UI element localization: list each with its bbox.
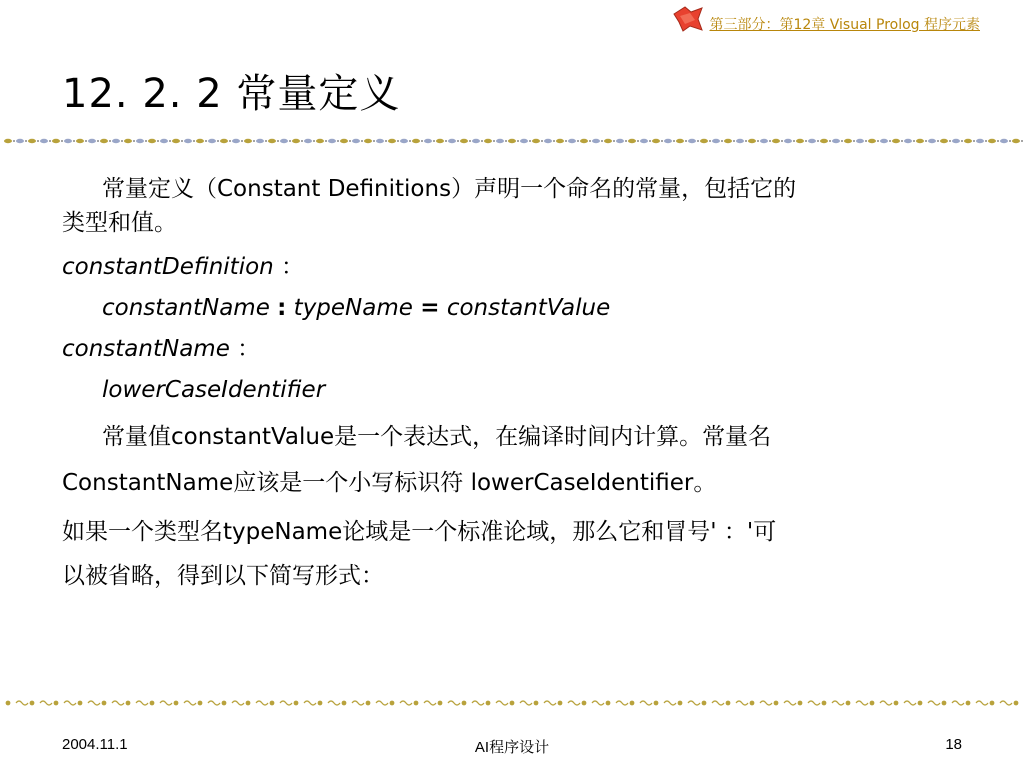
divider-ornament [337, 140, 339, 142]
divider-ornament [136, 701, 148, 705]
divider-ornament [517, 140, 519, 142]
divider-ornament [604, 139, 612, 143]
divider-ornament [472, 701, 484, 705]
divider-ornament [1014, 701, 1019, 706]
definition-label: constantDefinition [62, 254, 274, 280]
divider-ornament [757, 140, 759, 142]
divider-ornament [510, 701, 515, 706]
divider-ornament [438, 701, 443, 706]
divider-ornament [1021, 140, 1023, 142]
divider-ornament [966, 701, 971, 706]
divider-ornament [25, 140, 27, 142]
divider-ornament [942, 701, 947, 706]
divider-ornament [100, 139, 108, 143]
divider-ornament [109, 140, 111, 142]
divider-ornament [676, 139, 684, 143]
divider-ornament [280, 139, 288, 143]
divider-ornament [952, 701, 964, 705]
divider-ornament [601, 140, 603, 142]
divider-ornament [433, 140, 435, 142]
bottom-divider [0, 696, 1024, 710]
divider-ornament [865, 140, 867, 142]
ribbon-icon [671, 4, 705, 38]
divider-ornament [232, 139, 240, 143]
divider-ornament [160, 139, 168, 143]
divider-ornament [16, 701, 28, 705]
divider-ornament [688, 701, 700, 705]
divider-ornament [769, 140, 771, 142]
divider-ornament [448, 139, 456, 143]
divider-ornament [1012, 139, 1020, 143]
divider-ornament [241, 140, 243, 142]
divider-ornament [496, 139, 504, 143]
divider-ornament [988, 139, 996, 143]
divider-ornament [553, 140, 555, 142]
omit-line-1: 如果一个类型名typeName论域是一个标准论域，那么它和冒号' ：'可 [62, 519, 777, 545]
footer-date: 2004.11.1 [62, 736, 128, 753]
divider-ornament [832, 701, 844, 705]
divider-ornament [856, 701, 868, 705]
divider-ornament [400, 701, 412, 705]
constant-name-rule [62, 328, 972, 370]
rule-value: constantValue [446, 295, 611, 321]
divider-ornament [541, 140, 543, 142]
divider-ornament [652, 139, 660, 143]
divider-ornament [961, 140, 963, 142]
divider-ornament [520, 701, 532, 705]
footer-course: AI程序设计 [474, 739, 550, 756]
divider-ornament [424, 701, 436, 705]
divider-ornament [148, 139, 156, 143]
divider-ornament [532, 139, 540, 143]
divider-ornament [870, 701, 875, 706]
divider-ornament [904, 139, 912, 143]
divider-ornament [174, 701, 179, 706]
divider-ornament [304, 139, 312, 143]
divider-ornament [582, 701, 587, 706]
divider-ornament [169, 140, 171, 142]
divider-ornament [49, 140, 51, 142]
divider-ornament [772, 139, 780, 143]
divider-ornament [486, 701, 491, 706]
constant-definition-rule [62, 246, 972, 288]
divider-ornament [361, 140, 363, 142]
divider-ornament [877, 140, 879, 142]
divider-ornament [205, 140, 207, 142]
divider-ornament [916, 139, 924, 143]
divider-ornament [798, 701, 803, 706]
divider-ornament [805, 140, 807, 142]
divider-ornament [448, 701, 460, 705]
name-definition [62, 370, 972, 410]
divider-ornament [630, 701, 635, 706]
divider-ornament [985, 140, 987, 142]
divider-ornament [462, 701, 467, 706]
divider-ornament [868, 139, 876, 143]
divider-ornament [892, 139, 900, 143]
divider-ornament [964, 139, 972, 143]
divider-ornament [589, 140, 591, 142]
divider-ornament [733, 140, 735, 142]
name-label: constantName [62, 336, 230, 362]
name-def-text: lowerCaseIdentifier [102, 377, 326, 403]
divider-ornament [208, 701, 220, 705]
divider-ornament [901, 140, 903, 142]
divider-ornament [385, 140, 387, 142]
divider-ornament [390, 701, 395, 706]
divider-ornament [606, 701, 611, 706]
divider-ornament [496, 701, 508, 705]
divider-ornament [702, 701, 707, 706]
divider-ornament [822, 701, 827, 706]
divider-ornament [793, 140, 795, 142]
divider-ornament [829, 140, 831, 142]
divider-ornament [796, 139, 804, 143]
divider-ornament [580, 139, 588, 143]
divider-ornament [136, 139, 144, 143]
divider-ornament [640, 139, 648, 143]
divider-ornament [364, 139, 372, 143]
divider-ornament [808, 139, 816, 143]
divider-ornament [556, 139, 564, 143]
divider-ornament [181, 140, 183, 142]
divider-ornament [712, 139, 720, 143]
divider-ornament [937, 140, 939, 142]
rule-name: constantName [102, 295, 270, 321]
divider-ornament [832, 139, 840, 143]
divider-ornament [421, 140, 423, 142]
divider-ornament [750, 701, 755, 706]
divider-ornament [784, 701, 796, 705]
value-line-1: 常量值constantValue是一个表达式，在编译时间内计算。常量名 [102, 424, 772, 450]
divider-ornament [520, 139, 528, 143]
divider-ornament [721, 140, 723, 142]
divider-ornament [577, 140, 579, 142]
divider-ornament [700, 139, 708, 143]
divider-ornament [481, 140, 483, 142]
divider-ornament [222, 701, 227, 706]
divider-ornament [558, 701, 563, 706]
divider-ornament [544, 701, 556, 705]
divider-ornament [745, 140, 747, 142]
divider-ornament [352, 139, 360, 143]
top-divider [0, 134, 1024, 148]
divider-ornament [853, 140, 855, 142]
divider-ornament [673, 140, 675, 142]
omit-line-2: 以被省略，得到以下简写形式： [62, 563, 384, 589]
divider-ornament [366, 701, 371, 706]
divider-ornament [64, 701, 76, 705]
divider-ornament [376, 701, 388, 705]
divider-ornament [817, 140, 819, 142]
name-colon: ： [237, 336, 261, 362]
divider-ornament [637, 140, 639, 142]
divider-ornament [457, 140, 459, 142]
divider-ornament [88, 701, 100, 705]
divider-ornament [889, 140, 891, 142]
divider-ornament [625, 140, 627, 142]
divider-ornament [184, 139, 192, 143]
divider-ornament [940, 139, 948, 143]
divider-ornament [469, 140, 471, 142]
divider-ornament [126, 701, 131, 706]
divider-ornament [1000, 139, 1008, 143]
divider-ornament [460, 139, 468, 143]
divider-ornament [1000, 701, 1012, 705]
divider-ornament [193, 140, 195, 142]
divider-ornament [208, 139, 216, 143]
divider-ornament [688, 139, 696, 143]
divider-ornament [685, 140, 687, 142]
divider-ornament [928, 701, 940, 705]
divider-ornament [150, 701, 155, 706]
divider-ornament [529, 140, 531, 142]
divider-ornament [397, 140, 399, 142]
divider-ornament [157, 140, 159, 142]
breadcrumb-link[interactable]: 第三部分：第12章 Visual Prolog 程序元素 [709, 17, 980, 33]
divider-ornament [445, 140, 447, 142]
divider-ornament [37, 140, 39, 142]
divider-ornament [318, 701, 323, 706]
divider-ornament [976, 139, 984, 143]
divider-ornament [198, 701, 203, 706]
intro-line-1: 常量定义（Constant Definitions）声明一个命名的常量，包括它的 [102, 176, 797, 202]
rule-type: typeName [293, 295, 413, 321]
divider-ornament [748, 139, 756, 143]
divider-ornament [949, 140, 951, 142]
divider-ornament [808, 701, 820, 705]
divider-ornament [880, 701, 892, 705]
divider-ornament [124, 139, 132, 143]
divider-ornament [313, 140, 315, 142]
divider-ornament [697, 140, 699, 142]
divider-ornament [424, 139, 432, 143]
divider-ornament [121, 140, 123, 142]
divider-ornament [61, 140, 63, 142]
divider-ornament [232, 701, 244, 705]
divider-ornament [270, 701, 275, 706]
divider-ornament [85, 140, 87, 142]
divider-ornament [661, 140, 663, 142]
divider-ornament [78, 701, 83, 706]
divider-ornament [472, 139, 480, 143]
divider-ornament [6, 701, 11, 706]
divider-ornament [52, 139, 60, 143]
divider-ornament [678, 701, 683, 706]
divider-ornament [613, 140, 615, 142]
divider-ornament [304, 701, 316, 705]
divider-ornament [616, 139, 624, 143]
divider-ornament [534, 701, 539, 706]
divider-ornament [628, 139, 636, 143]
divider-ornament [712, 701, 724, 705]
divider-ornament [229, 140, 231, 142]
rule-separator: : [277, 295, 287, 321]
value-line-2: ConstantName应该是一个小写标识符 lowerCaseIdentifier。 [62, 470, 717, 496]
divider-ornament [76, 139, 84, 143]
divider-ornament [4, 139, 12, 143]
divider-ornament [952, 139, 960, 143]
divider-ornament [376, 139, 384, 143]
breadcrumb[interactable] [671, 4, 980, 38]
slide-content [62, 172, 972, 598]
divider-ornament [64, 139, 72, 143]
definition-colon: ： [281, 254, 305, 280]
divider-ornament [73, 140, 75, 142]
divider-ornament [976, 701, 988, 705]
divider-ornament [654, 701, 659, 706]
divider-ornament [508, 139, 516, 143]
divider-ornament [340, 139, 348, 143]
divider-ornament [145, 140, 147, 142]
divider-ornament [160, 701, 172, 705]
divider-ornament [289, 140, 291, 142]
divider-ornament [913, 140, 915, 142]
divider-ornament [592, 701, 604, 705]
divider-ornament [388, 139, 396, 143]
divider-ornament [436, 139, 444, 143]
divider-ornament [196, 139, 204, 143]
divider-ornament [414, 701, 419, 706]
divider-ornament [997, 140, 999, 142]
divider-ornament [325, 140, 327, 142]
divider-ornament [316, 139, 324, 143]
divider-ornament [736, 701, 748, 705]
divider-ornament [268, 139, 276, 143]
divider-ornament [616, 701, 628, 705]
divider-ornament [724, 139, 732, 143]
divider-ornament [990, 701, 995, 706]
divider-ornament [894, 701, 899, 706]
divider-ornament [484, 139, 492, 143]
divider-ornament [928, 139, 936, 143]
divider-ornament [102, 701, 107, 706]
divider-ornament [709, 140, 711, 142]
divider-ornament [846, 701, 851, 706]
divider-ornament [217, 140, 219, 142]
divider-ornament [54, 701, 59, 706]
divider-ornament [13, 140, 15, 142]
divider-ornament [301, 140, 303, 142]
divider-ornament [328, 139, 336, 143]
divider-ornament [726, 701, 731, 706]
divider-ornament [256, 139, 264, 143]
divider-ornament [505, 140, 507, 142]
divider-ornament [97, 140, 99, 142]
divider-ornament [880, 139, 888, 143]
divider-ornament [16, 139, 24, 143]
divider-ornament [400, 139, 408, 143]
divider-ornament [40, 139, 48, 143]
divider-ornament [412, 139, 420, 143]
divider-ornament [30, 701, 35, 706]
divider-ornament [592, 139, 600, 143]
divider-ornament [342, 701, 347, 706]
divider-ornament [256, 701, 268, 705]
divider-ornament [774, 701, 779, 706]
divider-ornament [781, 140, 783, 142]
slide-number: 18 [945, 736, 962, 753]
divider-ornament [133, 140, 135, 142]
divider-ornament [220, 139, 228, 143]
divider-ornament [760, 701, 772, 705]
divider-ornament [493, 140, 495, 142]
divider-ornament [265, 140, 267, 142]
divider-ornament [904, 701, 916, 705]
divider-ornament [184, 701, 196, 705]
divider-ornament [784, 139, 792, 143]
divider-ornament [246, 701, 251, 706]
divider-ornament [565, 140, 567, 142]
divider-ornament [88, 139, 96, 143]
divider-ornament [973, 140, 975, 142]
divider-ornament [844, 139, 852, 143]
divider-ornament [568, 139, 576, 143]
divider-ornament [409, 140, 411, 142]
divider-ornament [640, 701, 652, 705]
divider-ornament [294, 701, 299, 706]
divider-ornament [918, 701, 923, 706]
divider-ornament [925, 140, 927, 142]
divider-ornament [172, 139, 180, 143]
intro-line-2: 类型和值。 [62, 210, 177, 236]
definition-body [62, 288, 972, 328]
divider-ornament [1009, 140, 1011, 142]
divider-ornament [820, 139, 828, 143]
divider-ornament [112, 701, 124, 705]
divider-ornament [349, 140, 351, 142]
divider-ornament [736, 139, 744, 143]
divider-ornament [856, 139, 864, 143]
divider-ornament [568, 701, 580, 705]
divider-ornament [280, 701, 292, 705]
slide-title: 12. 2. 2 常量定义 [62, 71, 401, 117]
divider-ornament [373, 140, 375, 142]
divider-ornament [244, 139, 252, 143]
divider-ornament [664, 701, 676, 705]
divider-ornament [112, 139, 120, 143]
divider-ornament [841, 140, 843, 142]
divider-ornament [544, 139, 552, 143]
divider-ornament [664, 139, 672, 143]
divider-ornament [277, 140, 279, 142]
divider-ornament [40, 701, 52, 705]
divider-ornament [649, 140, 651, 142]
divider-ornament [760, 139, 768, 143]
divider-ornament [352, 701, 364, 705]
divider-ornament [292, 139, 300, 143]
rule-equals: = [420, 295, 440, 321]
divider-ornament [28, 139, 36, 143]
divider-ornament [328, 701, 340, 705]
divider-ornament [253, 140, 255, 142]
